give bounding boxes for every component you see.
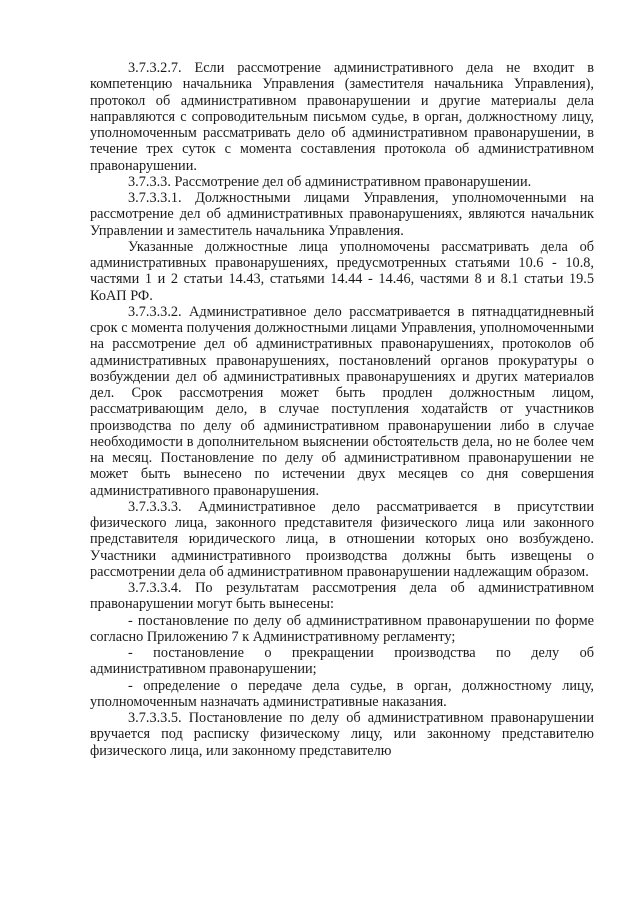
paragraph-3-7-3-3-3: 3.7.3.3.3. Административное дело рассматривается в присутствии физического лица, законного представителя физического лица или законного представителя юридического лица, в отношении которых оно возбуждено. Участники административного производства должны быть извещены о рассмотрении дела об административном правонарушении надлежащим образом. [90, 498, 594, 580]
paragraph-3-7-3-3: 3.7.3.3. Рассмотрение дел об административном правонарушении. [128, 173, 532, 190]
paragraph-3-7-3-3-1: 3.7.3.3.1. Должностными лицами Управления, уполномоченными на рассмотрение дел об административных правонарушениях, являются начальник Управлении и заместитель начальника Управления. [90, 190, 594, 239]
list-item-resolution: - постановление по делу об административном правонарушении по форме согласно Приложению 7 к Административному регламенту; [90, 612, 594, 645]
list-item-transfer: - определение о передаче дела судье, в орган, должностному лицу, уполномоченным назначать административные наказания. [90, 677, 594, 710]
document-page [90, 60, 594, 759]
paragraph-3-7-3-3-2: 3.7.3.3.2. Административное дело рассматривается в пятнадцатидневный срок с момента получения должностными лицами Управления, уполномоченными на рассмотрение дел об административных правонарушениях, протоколов об административных правонарушениях, постановлений органов прокуратуры о возбуждении дел об административных правонарушениях и других материалов дел. Срок рассмотрения может быть продлен должностным лицом, рассматривающим дело, в случае поступления ходатайств от участников производства по делу об административном правонарушении либо в случае необходимости в дополнительном выяснении обстоятельств дела, но не более чем на месяц. Постановление по делу об административном правонарушении не может быть вынесено по истечении двух месяцев со дня совершения административного правонарушения. [90, 303, 594, 499]
paragraph-3-7-3-2-7: 3.7.3.2.7. Если рассмотрение административного дела не входит в компетенцию начальника Управления (заместителя начальника Управления), протокол об административном правонарушении и другие материалы дела направляются с сопроводительным письмом судье, в орган, должностному лицу, уполномоченным рассматривать дело об административном правонарушении, в течение трех суток с момента составления протокола об административном правонарушении. [90, 60, 594, 174]
paragraph-authorized-officials: Указанные должностные лица уполномочены рассматривать дела об административных правонарушениях, предусмотренных статьями 10.6 - 10.8, частями 1 и 2 статьи 14.43, статьями 14.44 - 14.46, частями 8 и 8.1 статьи 19.5 КоАП РФ. [90, 238, 594, 304]
paragraph-3-7-3-3-5: 3.7.3.3.5. Постановление по делу об административном правонарушении вручается под расписку физическому лицу, или законному представителю физического лица, или законному представителю [90, 710, 594, 759]
paragraph-3-7-3-3-4: 3.7.3.3.4. По результатам рассмотрения дела об административном правонарушении могут быть вынесены: [90, 580, 594, 613]
list-item-termination: - постановление о прекращении производства по делу об административном правонарушении; [90, 645, 594, 678]
